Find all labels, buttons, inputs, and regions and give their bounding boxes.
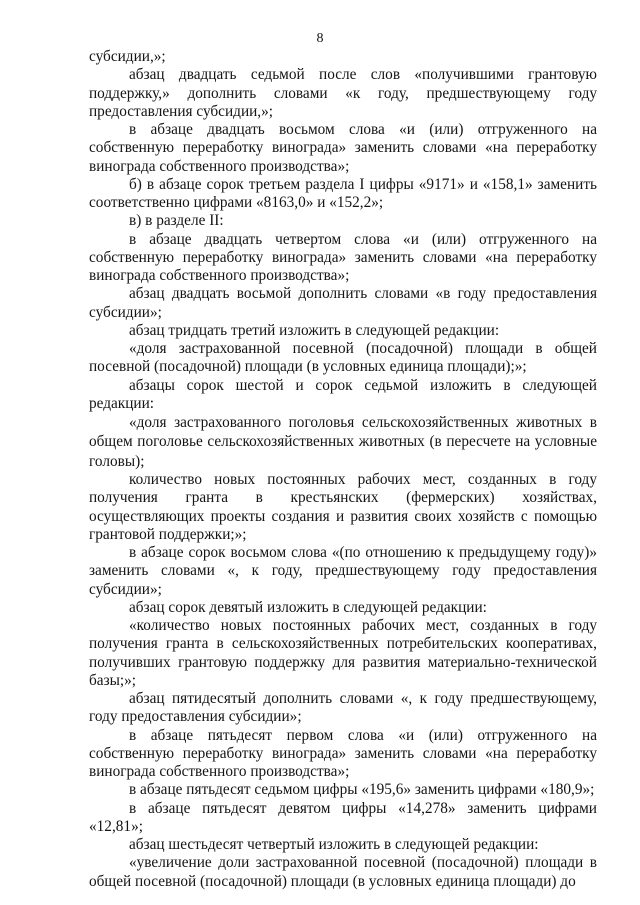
paragraph: абзац двадцать восьмой дополнить словами «в году предоставления субсидии»; <box>89 285 597 321</box>
paragraph: в) в разделе II: <box>129 212 224 230</box>
paragraph: «доля застрахованной посевной (посадочной) площади в общей посевной (посадочной) площади (в условных единица площади);»; <box>89 340 597 376</box>
paragraph: абзацы сорок шестой и сорок седьмой изложить в следующей редакции: <box>89 376 597 412</box>
paragraph: в абзаце двадцать четвертом слова «и (или) отгруженного на собственную переработку винограда» заменить словами «на переработку винограда собственного производства»; <box>89 230 597 284</box>
paragraph: субсидии,»; <box>89 48 166 65</box>
paragraph: абзац сорок девятый изложить в следующей редакции: <box>129 598 487 616</box>
document-body <box>89 48 597 891</box>
paragraph: в абзаце двадцать восьмом слова «и (или) отгруженного на собственную переработку винограда» заменить словами «на переработку винограда собственного производства»; <box>89 121 597 175</box>
paragraph: «увеличение доли застрахованной посевной (посадочной) площади в общей посевной (посадочной) площади (в условных единица площади) до <box>89 854 597 890</box>
paragraph: абзац двадцать седьмой после слов «получившими грантовую поддержку,» дополнить словами «к году, предшествующему году предоставления субсидии,»; <box>89 66 597 120</box>
paragraph: абзац тридцать третий изложить в следующей редакции: <box>129 321 500 339</box>
page-number: 8 <box>316 31 324 46</box>
paragraph: количество новых постоянных рабочих мест, созданных в году получения гранта в крестьянских (фермерских) хозяйствах, осуществляющих проекты создания и развития своих хозяйств с помощью грантовой поддержки;»; <box>89 471 597 543</box>
paragraph: в абзаце пятьдесят первом слова «и (или) отгруженного на собственную переработку винограда» заменить словами «на переработку винограда собственного производства»; <box>89 726 597 781</box>
paragraph: в абзаце пятьдесят девятом цифры «14,278» заменить цифрами «12,81»; <box>89 799 597 835</box>
paragraph: б) в абзаце сорок третьем раздела I цифры «9171» и «158,1» заменить соответственно цифрами «8163,0» и «152,2»; <box>89 175 597 211</box>
paragraph: абзац шестьдесят четвертый изложить в следующей редакции: <box>129 836 539 854</box>
paragraph: абзац пятидесятый дополнить словами «, к году предшествующему, году предоставления субсидии»; <box>89 690 597 726</box>
paragraph: в абзаце пятьдесят седьмом цифры «195,6» заменить цифрами «180,9»; <box>129 781 595 799</box>
paragraph: «количество новых постоянных рабочих мест, созданных в году получения гранта в сельскохозяйственных потребительских кооперативах, получивших грантовую поддержку для развития материально-технической базы;»; <box>89 617 597 689</box>
paragraph: «доля застрахованного поголовья сельскохозяйственных животных в общем поголовье сельскохозяйственных животных (в пересчете на условные головы); <box>89 414 597 470</box>
paragraph: в абзаце сорок восьмом слова «(по отношению к предыдущему году)» заменить словами «, к году, предшествующему году предоставления субсидии»; <box>89 544 597 598</box>
